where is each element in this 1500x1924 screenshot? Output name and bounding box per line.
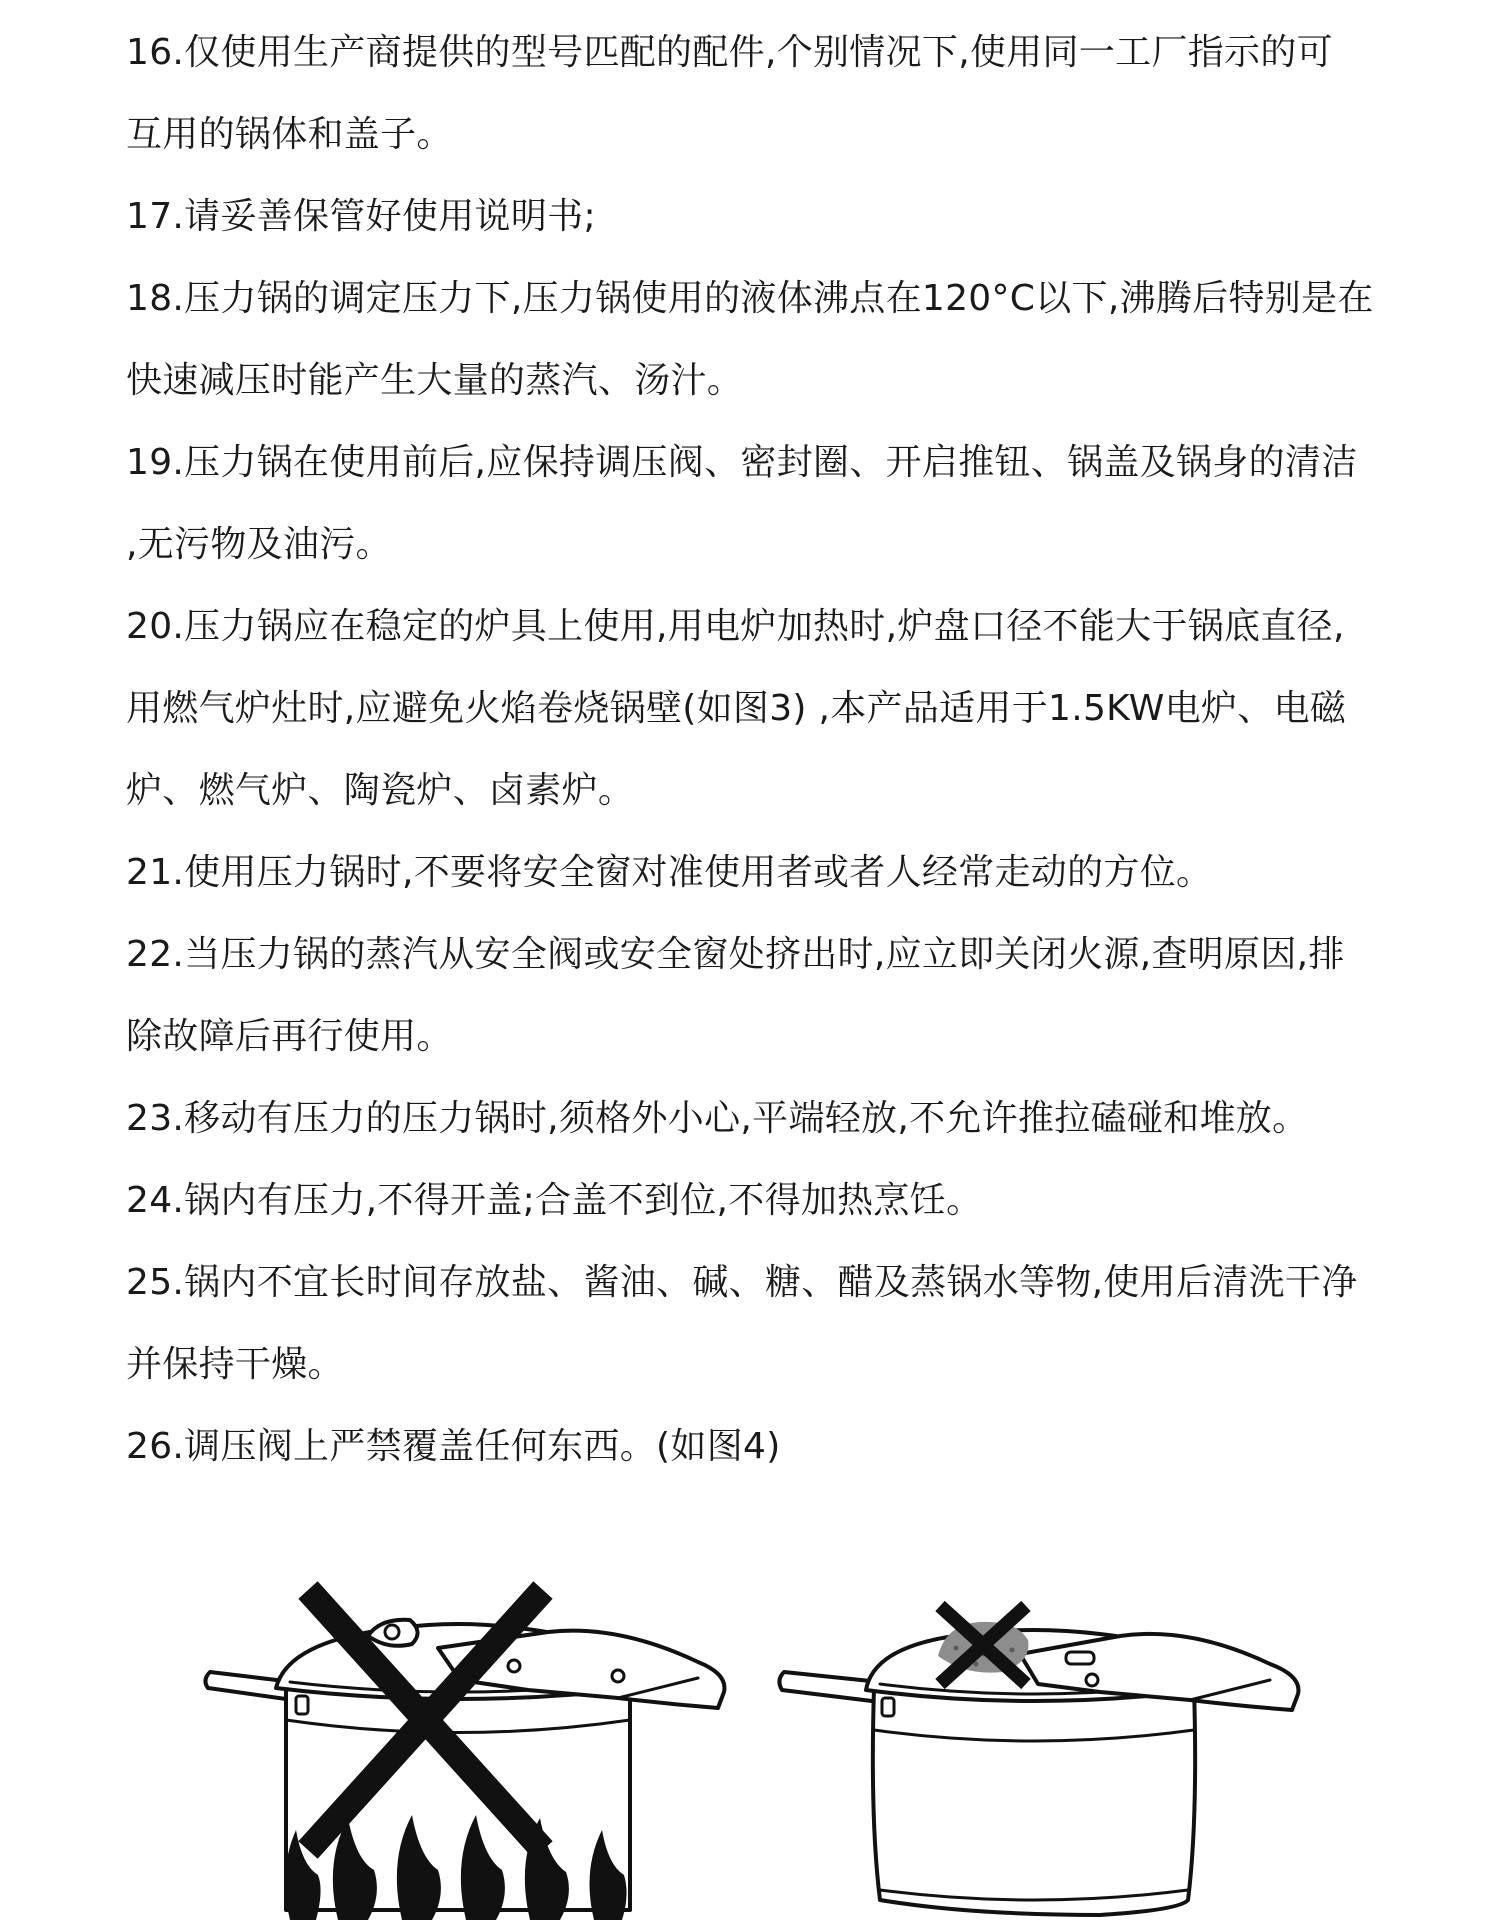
rule-line: 21.使用压力锅时,不要将安全窗对准使用者或者人经常走动的方位。 <box>126 852 1213 893</box>
rule-line: 25.锅内不宜长时间存放盐、酱油、碱、糖、醋及蒸锅水等物,使用后清洗干净 <box>126 1262 1358 1303</box>
rule-line: 23.移动有压力的压力锅时,须格外小心,平端轻放,不允许推拉磕碰和堆放。 <box>126 1098 1309 1139</box>
rule-line: 19.压力锅在使用前后,应保持调压阀、密封圈、开启推钮、锅盖及锅身的清洁 <box>126 442 1358 483</box>
rule-line: 26.调压阀上严禁覆盖任何东西。(如图4) <box>126 1426 781 1467</box>
rule-line: 17.请妥善保管好使用说明书; <box>126 196 596 237</box>
rule-line: 24.锅内有压力,不得开盖;合盖不到位,不得加热烹饪。 <box>126 1180 983 1221</box>
rule-line: ,无污物及油污。 <box>126 524 392 565</box>
safety-rules-list <box>126 12 1416 1488</box>
rule-line: 并保持干燥。 <box>126 1344 344 1385</box>
rule-line: 18.压力锅的调定压力下,压力锅使用的液体沸点在120°C以下,沸腾后特别是在 <box>126 278 1374 319</box>
figure-flames-prohibited <box>198 1570 738 1920</box>
rule-line: 互用的锅体和盖子。 <box>126 114 453 155</box>
rule-line: 22.当压力锅的蒸汽从安全阀或安全窗处挤出时,应立即关闭火源,查明原因,排 <box>126 934 1345 975</box>
pressure-cooker-covered-valve-icon <box>770 1570 1310 1920</box>
rule-line: 快速减压时能产生大量的蒸汽、汤汁。 <box>126 360 744 401</box>
rule-line: 炉、燃气炉、陶瓷炉、卤素炉。 <box>126 770 635 811</box>
illustrations <box>0 1570 1500 1920</box>
figure-covered-valve-prohibited <box>770 1570 1310 1920</box>
pressure-cooker-flames-icon <box>198 1570 738 1920</box>
rule-line: 16.仅使用生产商提供的型号匹配的配件,个别情况下,使用同一工厂指示的可 <box>126 32 1333 73</box>
rule-line: 除故障后再行使用。 <box>126 1016 453 1057</box>
rule-line: 20.压力锅应在稳定的炉具上使用,用电炉加热时,炉盘口径不能大于锅底直径, <box>126 606 1345 647</box>
rule-line: 用燃气炉灶时,应避免火焰卷烧锅壁(如图3) ,本产品适用于1.5KW电炉、电磁 <box>126 688 1347 729</box>
